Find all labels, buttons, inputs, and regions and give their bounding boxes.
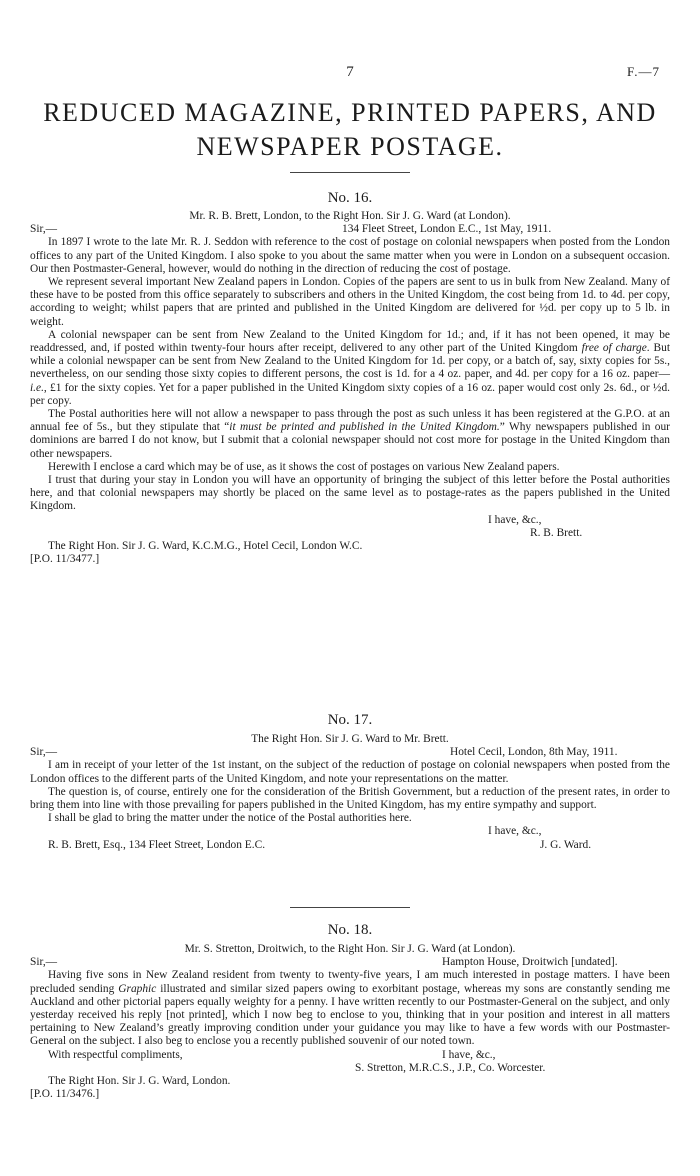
letter-17-closing: I have, &c., (488, 825, 542, 838)
letter-16 (30, 210, 670, 566)
letter-17 (30, 733, 670, 852)
letter-17-paragraph: I am in receipt of your letter of the 1st instant, on the subject of the reduction of postage on colonial newspapers when posted from the London offices to the different parts of the United Kingdom, and note your representations on the matter. (30, 759, 670, 785)
letter-18-compliments: With respectful compliments, (48, 1048, 183, 1061)
sheet-reference: F.—7 (627, 64, 660, 79)
document-title: REDUCED MAGAZINE, PRINTED PAPERS, AND NEWSPAPER POSTAGE. (43, 98, 657, 161)
letter-18-addressee: The Right Hon. Sir J. G. Ward, London. (48, 1074, 231, 1087)
letter-17-salutation: Sir,— (30, 746, 58, 759)
letter-16-salutation-line (30, 223, 670, 236)
letter-17-paragraph: The question is, of course, entirely one for the consideration of the British Government, but a reduction of the present rates, in order to bring them into line with those prevailing for papers published in the United Kingdom, has my entire sympathy and support. (30, 785, 670, 811)
letter-17-signature: J. G. Ward. (540, 838, 592, 851)
letter-16-paragraph: Herewith I enclose a card which may be of use, as it shows the cost of postages on various New Zealand papers. (48, 460, 560, 473)
letter-16-heading: Mr. R. B. Brett, London, to the Right Hon. Sir J. G. Ward (at London). (189, 210, 511, 222)
letter-18-signature: S. Stretton, M.R.C.S., J.P., Co. Worcester. (355, 1061, 546, 1074)
letter-18-file-ref: [P.O. 11/3476.] (30, 1088, 100, 1101)
letter-18 (30, 943, 670, 1101)
letter-16-address: 134 Fleet Street, London E.C., 1st May, 1911. (342, 223, 552, 236)
letter-16-paragraph: In 1897 I wrote to the late Mr. R. J. Seddon with reference to the cost of postage on colonial newspapers when posted from the London offices to any part of the United Kingdom. I also spoke to you about the same matter when you were in London on a subsequent occasion. Our then Postmaster-General, however, would do nothing in the direction of reducing the cost of postage. (30, 236, 670, 275)
letter-16-addressee: The Right Hon. Sir J. G. Ward, K.C.M.G., Hotel Cecil, London W.C. (48, 540, 363, 553)
section-divider (290, 907, 410, 908)
letter-17-number: No. 17. (327, 712, 373, 728)
letter-16-file-ref: [P.O. 11/3477.] (30, 553, 100, 566)
letter-16-paragraph: A colonial newspaper can be sent from New Zealand to the United Kingdom for 1d.; and, if it has not been opened, it may be readdressed, and, if posted within twenty-four hours after receipt, delivered to any other part of the United Kingdom free of charge. But while a colonial newspaper can be sent from New Zealand to the United Kingdom for 1d. per copy, or a batch of, say, sixty copies for 5s., nevertheless, on our sending those sixty copies to different persons, the cost is 1d. for a 4 oz. paper, and 4d. per copy for a 16 oz. paper—i.e., £1 for the sixty copies. Yet for a paper published in the United Kingdom sixty copies of a 16 oz. paper would cost only 2s. 6d., or ½d. per copy. (30, 328, 670, 407)
page-number: 7 (346, 64, 354, 80)
letter-17-address: Hotel Cecil, London, 8th May, 1911. (450, 746, 618, 759)
letter-18-closing: I have, &c., (442, 1048, 496, 1061)
letter-18-paragraph: Having five sons in New Zealand resident from twenty to twenty-five years, I am much interested in postage matters. I have been precluded sending Graphic illustrated and similar sized papers owing to exorbitant postage, whereas my sons are constantly sending me Auckland and other pictorial papers equally weighty for a penny. I have written recently to our Postmaster-General on the subject, and only yesterday received his reply [not printed], which I now beg to enclose to you, thinking that in your position and interest in all matters pertaining to New Zealand’s greatly improving condition under your guidance you may like to have a few words with our Postmaster-General on the subject. I also beg to enclose you a recently published souvenir of our noted town. (30, 969, 670, 1048)
letter-16-paragraph: I trust that during your stay in London you will have an opportunity of bringing the subject of this letter before the Postal authorities here, and that colonial newspapers may shortly be placed on the same level as to postage-rates as the papers published in the United Kingdom. (30, 474, 670, 513)
letter-16-closing: I have, &c., (488, 513, 542, 526)
letter-17-paragraph: I shall be glad to bring the matter under the notice of the Postal authorities here. (48, 812, 412, 825)
letter-17-addressee: R. B. Brett, Esq., 134 Fleet Street, London E.C. (48, 838, 266, 851)
letter-16-number: No. 16. (327, 190, 373, 206)
letter-16-signature: R. B. Brett. (530, 526, 583, 539)
letter-18-address: Hampton House, Droitwich [undated]. (442, 956, 618, 969)
letter-16-paragraph: We represent several important New Zealand papers in London. Copies of the papers are sent to us in bulk from New Zealand. Many of these have to be posted from this office separately to subscribers and others in the United Kingdom, the cost being from 1d. to 4d. per copy, according to weight; whilst papers that are printed and published in the United Kingdom are delivered for ½d. per copy up to 5 lb. in weight. (30, 276, 670, 328)
letter-18-heading: Mr. S. Stretton, Droitwich, to the Right Hon. Sir J. G. Ward (at London). (184, 943, 516, 955)
letter-16-salutation: Sir,— (30, 223, 58, 236)
letter-18-number: No. 18. (327, 922, 373, 938)
letter-18-salutation: Sir,— (30, 956, 58, 969)
letter-16-paragraph: The Postal authorities here will not allow a newspaper to pass through the post as such unless it has been registered at the G.P.O. at an annual fee of 5s., but they stipulate that “it must be printed and published in the United Kingdom.” Why newspapers published in our dominions are barred I do not know, but I submit that a colonial newspaper should not cost more for postage in the United Kingdom than other newspapers. (30, 408, 670, 460)
letter-17-heading: The Right Hon. Sir J. G. Ward to Mr. Brett. (251, 733, 449, 745)
title-divider (290, 172, 410, 173)
